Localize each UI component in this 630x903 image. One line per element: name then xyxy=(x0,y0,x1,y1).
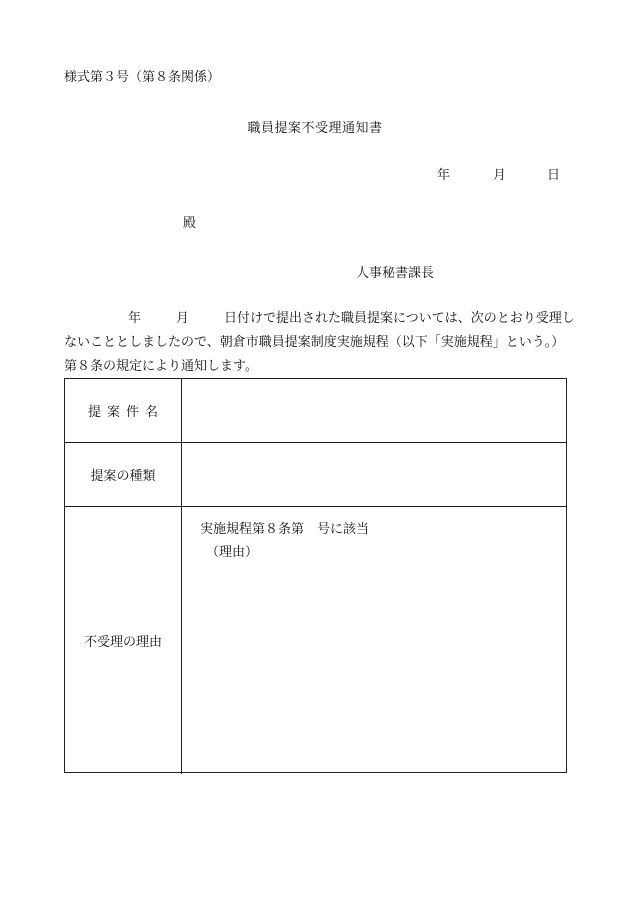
rejection-reason-value xyxy=(182,507,566,774)
form-number: 様式第３号（第８条関係） xyxy=(64,70,221,85)
body-line-3: 第８条の規定により通知します。 xyxy=(64,359,258,374)
body-year-label: 年 xyxy=(128,311,142,326)
sender-title: 人事秘書課長 xyxy=(356,266,435,281)
rejection-reason-label: 不受理の理由 xyxy=(83,635,162,650)
body-month-label: 月 xyxy=(176,311,190,326)
label-cell xyxy=(65,379,182,442)
addressee-honorific: 殿 xyxy=(183,216,197,231)
table-row-proposal-type xyxy=(65,443,566,507)
table-row-rejection-reason xyxy=(65,507,566,774)
label-cell xyxy=(65,507,182,774)
date-day-label: 日 xyxy=(547,168,561,183)
table-row-proposal-title xyxy=(65,379,566,443)
proposal-title-value xyxy=(182,379,566,442)
proposal-type-value xyxy=(182,443,566,506)
proposal-type-label: 提案の種類 xyxy=(90,469,156,484)
date-line xyxy=(437,164,560,183)
label-cell xyxy=(65,443,182,506)
body-line-1-text: 日付けで提出された職員提案については、次のとおり受理し xyxy=(224,311,575,326)
date-month-label: 月 xyxy=(493,168,507,183)
notice-body xyxy=(64,307,584,379)
body-line-1 xyxy=(64,307,584,331)
rejection-reason-subheading: （理由） xyxy=(206,545,259,560)
rejection-clause-text: 実施規程第８条第 号に該当 xyxy=(200,522,370,537)
proposal-title-label: 提案件名 xyxy=(87,405,164,420)
date-year-label: 年 xyxy=(437,168,451,183)
body-line-2: ないこととしましたので、朝倉市職員提案制度実施規程（以下「実施規程」という。） xyxy=(64,335,565,350)
document-title: 職員提案不受理通知書 xyxy=(247,121,383,136)
proposal-table xyxy=(64,378,567,773)
